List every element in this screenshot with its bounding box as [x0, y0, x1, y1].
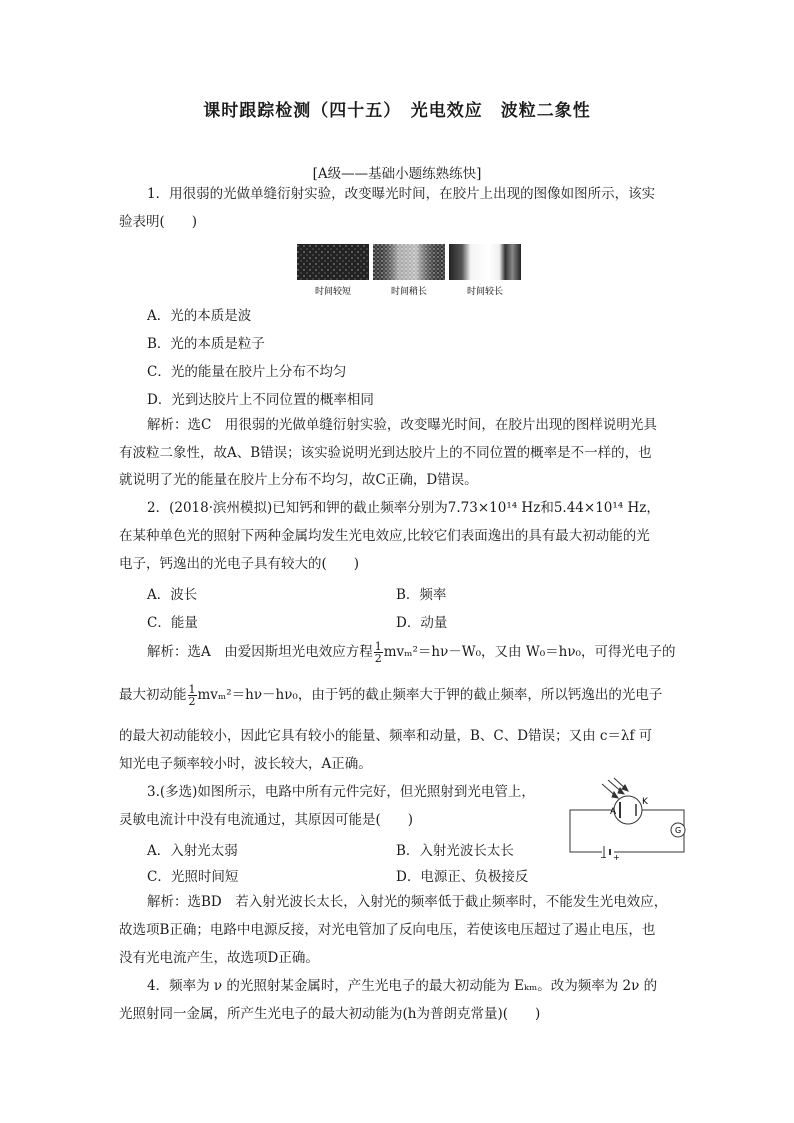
label-g: G: [675, 826, 682, 835]
q1-option-b: B．光的本质是粒子: [147, 336, 265, 352]
phototube: [614, 796, 642, 824]
q4-stem-line-1: 4．频率为 ν 的光照射某金属时，产生光电子的最大初动能为 Eₖₘ。改为频率为 2ν 的: [147, 978, 658, 994]
fig-label-medium: 时间稍长: [390, 287, 428, 297]
q2-stem-line-3: 电子，钙逸出的光电子具有较大的( ): [119, 556, 360, 572]
q3-answer-line-2: 故选项B正确；电路中电源反接，对光电管加了反向电压，若使该电压超过了遏止电压，也: [119, 922, 656, 938]
q3-option-c: C．光照时间短: [147, 869, 239, 885]
q3-stem-line-2: 灵敏电流计中没有电流通过，其原因可能是( ): [119, 812, 414, 828]
page-title: 课时跟踪检测（四十五） 光电效应 波粒二象性: [203, 101, 591, 121]
q2-option-c: C．能量: [147, 615, 198, 631]
label-k: K: [642, 797, 648, 807]
q2-answer-line-2-a: 最大初动能: [119, 687, 187, 703]
panel-short: [297, 244, 369, 280]
q3-answer-line-3: 没有光电流产生，故选项D正确。: [119, 950, 319, 966]
q2-answer-line-2: [119, 684, 662, 707]
fraction-denominator: 2: [188, 695, 196, 708]
q2-option-b: B．频率: [396, 587, 447, 603]
fraction-denominator: 2: [374, 652, 382, 665]
q1-stem-line-1: 1．用很弱的光做单缝衍射实验，改变曝光时间，在胶片上出现的图像如图所示，该实: [147, 186, 656, 202]
q2-stem-line-2: 在某种单色光的照射下两种金属均发生光电效应,比较它们表面逸出的具有最大初动能的光: [119, 528, 650, 544]
q3-stem-line-1: 3.(多选)如图所示，电路中所有元件完好，但光照射到光电管上，: [147, 784, 535, 800]
q2-option-a: A．波长: [147, 587, 198, 603]
fraction-half: [374, 641, 383, 664]
q2-answer-line-1-b: mvₘ²＝hν－W₀，又由 W₀＝hν₀，可得光电子的: [383, 644, 676, 660]
diffraction-figure: [297, 244, 523, 300]
fig-label-long: 时间较长: [466, 287, 504, 297]
label-plus: +: [613, 853, 620, 860]
panel-long: [449, 244, 521, 280]
label-minus: −: [600, 853, 607, 860]
fraction-numerator: 1: [188, 683, 196, 696]
q3-option-a: A．入射光太弱: [147, 843, 238, 859]
q2-answer-line-4: 知光电子频率较小时，波长较大，A正确。: [119, 756, 372, 772]
fraction-half: [188, 684, 197, 707]
section-heading: [A级——基础小题练熟练快]: [312, 166, 482, 182]
q1-option-c: C．光的能量在胶片上分布不均匀: [147, 364, 347, 380]
q1-stem-line-2: 验表明( ): [119, 214, 198, 230]
label-a: A: [610, 807, 617, 817]
q2-answer-line-3: 的最大初动能较小，因此它具有较小的能量、频率和动量，B、C、D错误；又由 c＝λf 可: [119, 728, 653, 744]
fraction-numerator: 1: [374, 640, 382, 653]
q1-answer-line-1: 解析：选C 用很弱的光做单缝衍射实验，改变曝光时间，在胶片出现的图样说明光具: [147, 417, 657, 433]
q3-answer-line-1: 解析：选BD 若入射光波长太长，入射光的频率低于截止频率时，不能发生光电效应，: [147, 894, 668, 910]
q2-answer-line-2-b: mvₘ²＝hν－hν₀，由于钙的截止频率大于钾的截止频率，所以钙逸出的光电子: [197, 687, 663, 703]
q2-answer-line-1-a: 解析：选A 由爱因斯坦光电效应方程: [147, 644, 373, 660]
wire-left: [570, 810, 614, 852]
q2-answer-line-1: [147, 641, 675, 664]
q1-option-a: A．光的本质是波: [147, 308, 252, 324]
q1-answer-line-3: 就说明了光的能量在胶片上分布不均匀，故C正确，D错误。: [119, 472, 478, 488]
circuit-figure: [560, 774, 690, 860]
q1-option-d: D．光到达胶片上不同位置的概率相同: [147, 392, 374, 408]
q1-answer-line-2: 有波粒二象性，故A、B错误；该实验说明光到达胶片上的不同位置的概率是不一样的，也: [119, 445, 652, 461]
q3-option-d: D．电源正、负极接反: [396, 869, 529, 885]
q2-option-d: D．动量: [396, 615, 448, 631]
q4-stem-line-2: 光照射同一金属，所产生光电子的最大初动能为(h为普朗克常量)( ): [119, 1006, 541, 1022]
q2-stem-line-1: 2．(2018·滨州模拟)已知钙和钾的截止频率分别为7.73×10¹⁴ Hz和5.44×10¹⁴ Hz，: [147, 500, 660, 516]
q3-option-b: B．入射光波长太长: [396, 843, 514, 859]
fig-label-short: 时间较短: [314, 287, 352, 297]
